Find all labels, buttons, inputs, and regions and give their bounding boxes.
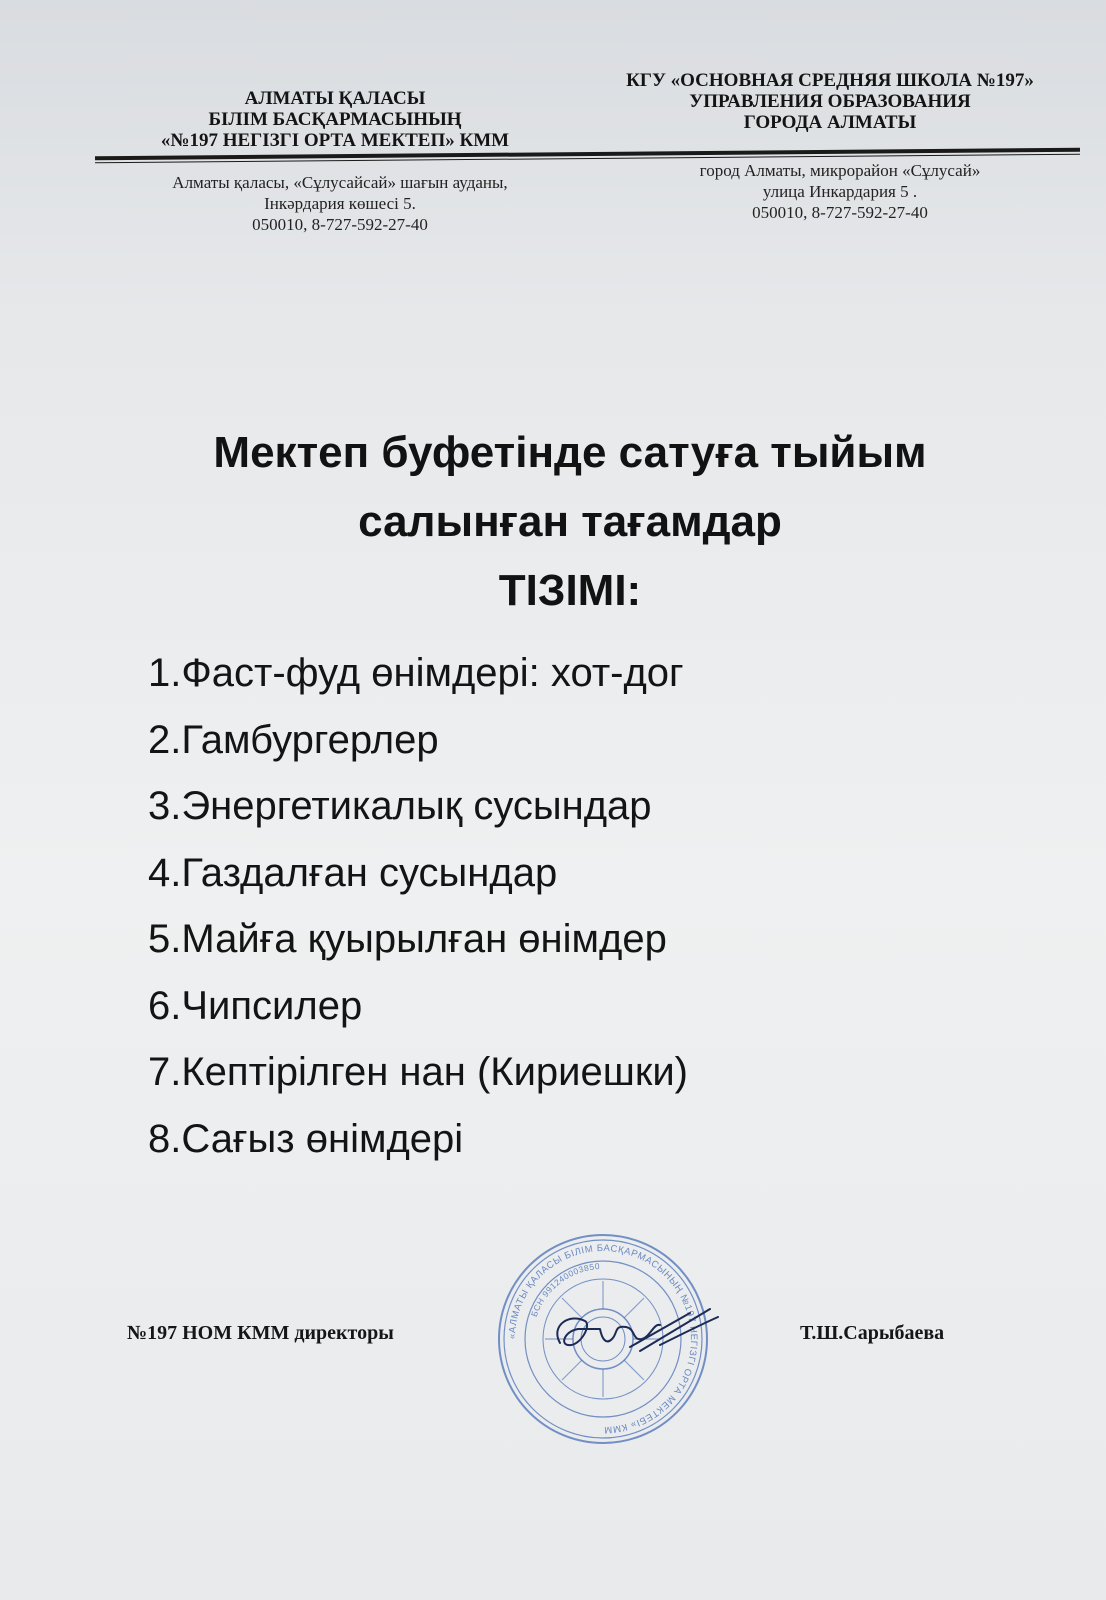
address-right-line-3: 050010, 8-727-592-27-40 (752, 203, 928, 222)
list-item: 4.Газдалған сусындар (148, 850, 558, 895)
address-right-line-2: улица Инкардария 5 . (762, 182, 918, 201)
seal-ring-textpath: «АЛМАТЫ ҚАЛАСЫ БІЛІМ БАСҚАРМАСЫНЫҢ №197 НЕГІЗГІ ОРТА МЕКТЕБІ» КММ (506, 1242, 700, 1436)
seal-bin-textpath: БСН 991240003850 (528, 1261, 601, 1319)
list-item: 3.Энергетикалық сусындар (148, 784, 652, 828)
address-left-line-2: Інкәрдария көшесі 5. (264, 194, 416, 213)
list-item: 5.Майға қуырылған өнімдер (148, 917, 667, 961)
title-line-3: ТІЗІМІ: (498, 566, 642, 615)
header-left-line-3: «№197 НЕГІЗГІ ОРТА МЕКТЕП» КММ (160, 130, 510, 151)
document-title (130, 418, 1010, 625)
header-right-line-1: КГУ «ОСНОВНАЯ СРЕДНЯЯ ШКОЛА №197» (626, 70, 1034, 91)
address-russian (630, 160, 1050, 223)
address-right-line-1: город Алматы, микрорайон «Сұлусай» (699, 161, 981, 180)
header-left-line-2: БІЛІМ БАСҚАРМАСЫНЫҢ (208, 109, 462, 130)
list-item: 6.Чипсилер (148, 983, 363, 1028)
address-left-line-1: Алматы қаласы, «Сұлусайсай» шағын ауданы, (172, 173, 508, 192)
header-right-line-3: ГОРОДА АЛМАТЫ (743, 112, 917, 133)
director-signature (540, 1295, 730, 1375)
list-item: 2.Гамбургерлер (148, 717, 439, 762)
header-left-line-1: АЛМАТЫ ҚАЛАСЫ (244, 88, 426, 109)
address-left-line-3: 050010, 8-727-592-27-40 (252, 215, 428, 234)
director-name: Т.Ш.Сарыбаева (800, 1322, 945, 1344)
header-russian-org (585, 70, 1075, 133)
header-kazakh-org (120, 88, 550, 151)
title-line-2: салынған тағамдар (358, 497, 782, 546)
director-position: №197 НОМ КММ директоры (127, 1322, 394, 1344)
prohibited-foods-list (148, 640, 688, 1172)
list-item: 1.Фаст-фуд өнімдері: хот-дог (148, 651, 684, 695)
title-line-1: Мектеп буфетінде сатуға тыйым (213, 428, 927, 477)
header-right-line-2: УПРАВЛЕНИЯ ОБРАЗОВАНИЯ (689, 91, 971, 112)
list-item: 8.Сағыз өнімдері (148, 1116, 464, 1161)
address-kazakh (125, 172, 555, 235)
list-item: 7.Кептірілген нан (Кириешки) (148, 1050, 688, 1094)
